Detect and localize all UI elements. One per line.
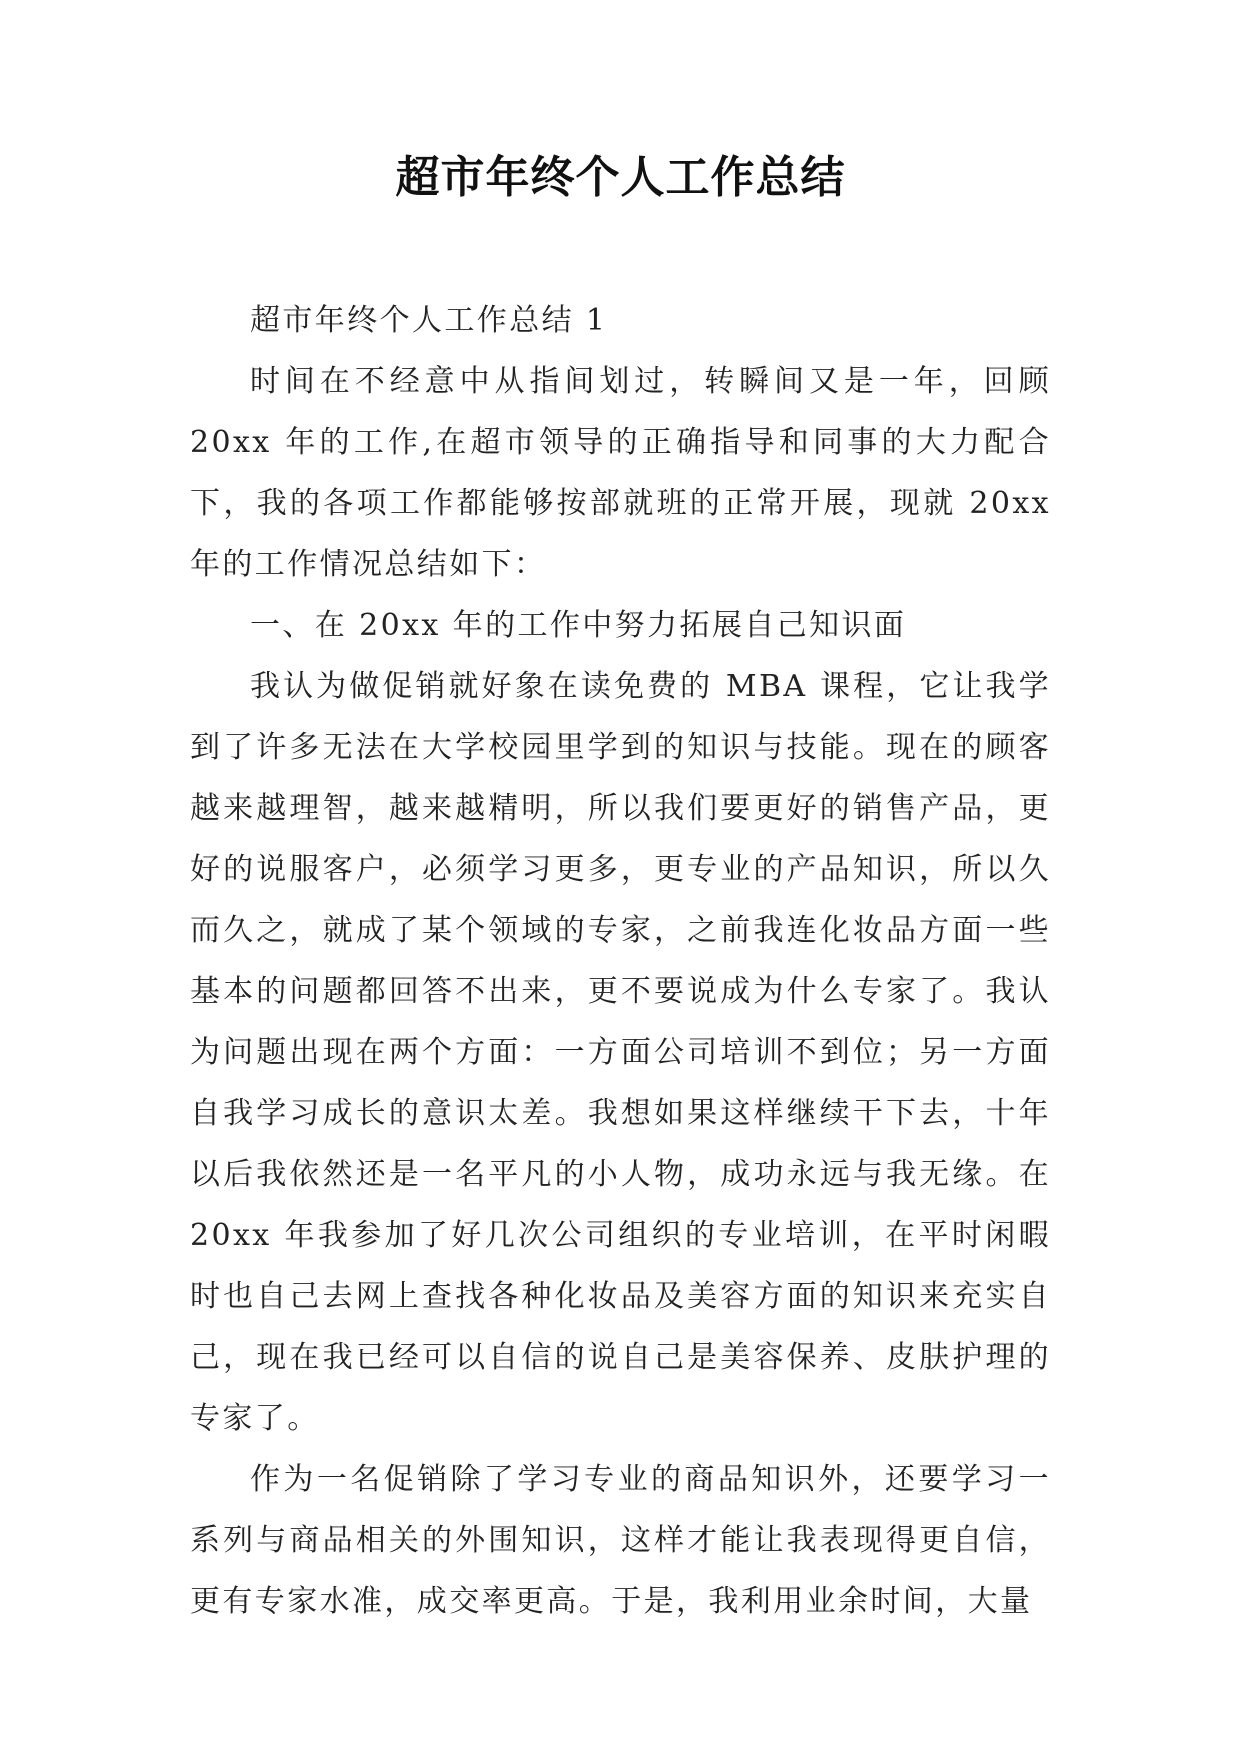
paragraph: 作为一名促销除了学习专业的商品知识外，还要学习一系列与商品相关的外围知识，这样才能让我表现得更自信，更有专家水准，成交率更高。于是，我利用业余时间，大量 xyxy=(190,1462,1051,1619)
paragraph: 我认为做促销就好象在读免费的 MBA 课程，它让我学到了许多无法在大学校园里学到的知识与技能。现在的顾客越来越理智，越来越精明，所以我们要更好的销售产品，更好的说服客户，必须学习更多，更专业的产品知识，所以久而久之，就成了某个领域的专家，之前我连化妆品方面一些基本的问题都回答不出来，更不要说成为什么专家了。我认为问题出现在两个方面：一方面公司培训不到位；另一方面自我学习成长的意识太差。我想如果这样继续干下去，十年以后我依然还是一名平凡的小人物，成功永远与我无缘。在 20xx 年我参加了好几次公司组织的专业培训，在平时闲暇时也自己去网上查找各种化妆品及美容方面的知识来充实自己，现在我已经可以自信的说自己是美容保养、皮肤护理的专家了。 xyxy=(190,669,1051,1436)
document-body xyxy=(190,290,1051,1632)
subsection-heading: 一、在 20xx 年的工作中努力拓展自己知识面 xyxy=(250,608,907,643)
paragraph: 时间在不经意中从指间划过，转瞬间又是一年，回顾 20xx 年的工作,在超市领导的正确指导和同事的大力配合下，我的各项工作都能够按部就班的正常开展，现就 20xx 年的工作情况总结如下： xyxy=(190,364,1051,582)
document-title: 超市年终个人工作总结 xyxy=(395,152,846,203)
section-heading: 超市年终个人工作总结 1 xyxy=(250,303,608,338)
